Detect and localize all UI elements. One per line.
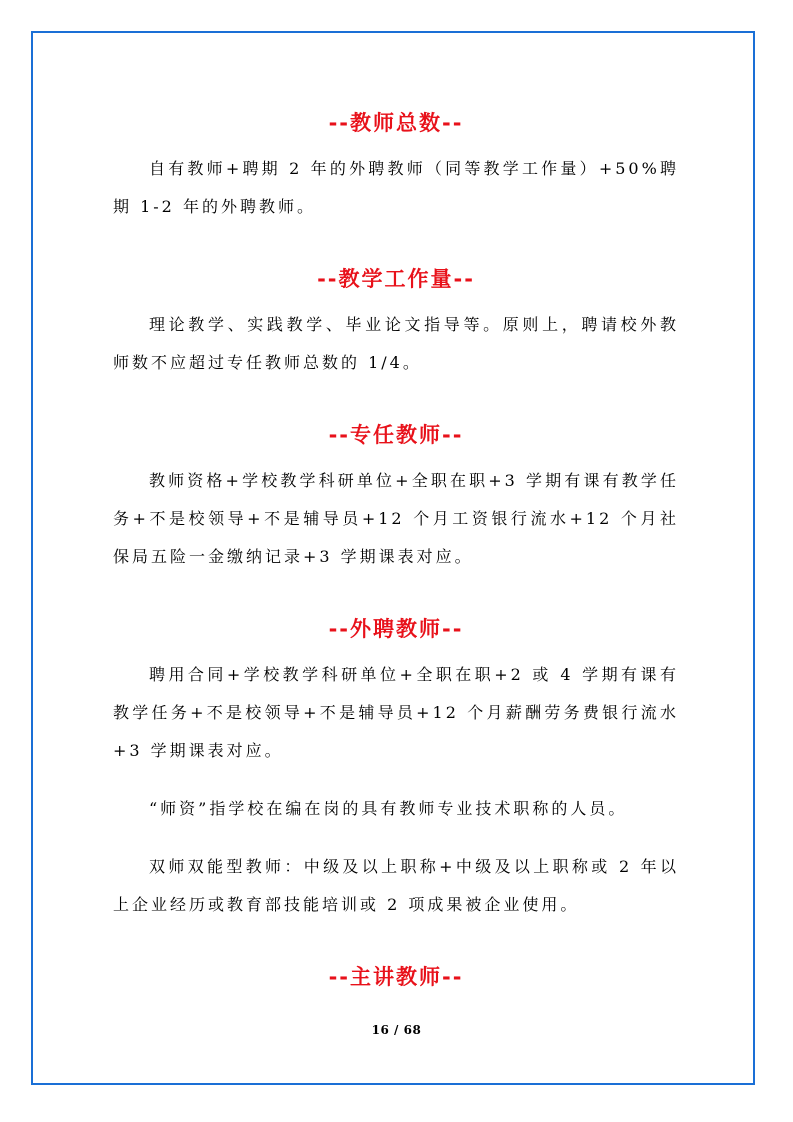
paragraph-faculty-definition: “师资”指学校在编在岗的具有教师专业技术职称的人员。 (149, 799, 628, 818)
section-heading-total-teachers: --教师总数-- (328, 111, 464, 135)
section-heading-external-teachers: --外聘教师-- (328, 617, 464, 641)
page-number: 16 / 68 (371, 1023, 422, 1037)
paragraph-dual-qualified-teachers: 双师双能型教师：中级及以上职称+中级及以上职称或 2 年以上企业经历或教育部技能培训或 2 项成果被企业使用。 (113, 857, 679, 914)
paragraph-total-teachers: 自有教师+聘期 2 年的外聘教师（同等教学工作量）+50%聘期 1-2 年的外聘教师。 (113, 159, 679, 216)
paragraph-full-time-teachers: 教师资格+学校教学科研单位+全职在职+3 学期有课有教学任务+不是校领导+不是辅导员+12 个月工资银行流水+12 个月社保局五险一金缴纳记录+3 学期课表对应。 (113, 471, 679, 566)
document-body (113, 98, 679, 1002)
section-heading-workload: --教学工作量-- (317, 267, 475, 291)
section-heading-lead-teachers: --主讲教师-- (328, 965, 464, 989)
paragraph-workload: 理论教学、实践教学、毕业论文指导等。原则上，聘请校外教师数不应超过专任教师总数的 1/4。 (113, 315, 679, 372)
paragraph-external-teachers: 聘用合同+学校教学科研单位+全职在职+2 或 4 学期有课有教学任务+不是校领导+不是辅导员+12 个月薪酬劳务费银行流水+3 学期课表对应。 (113, 665, 679, 760)
section-heading-full-time-teachers: --专任教师-- (328, 423, 464, 447)
